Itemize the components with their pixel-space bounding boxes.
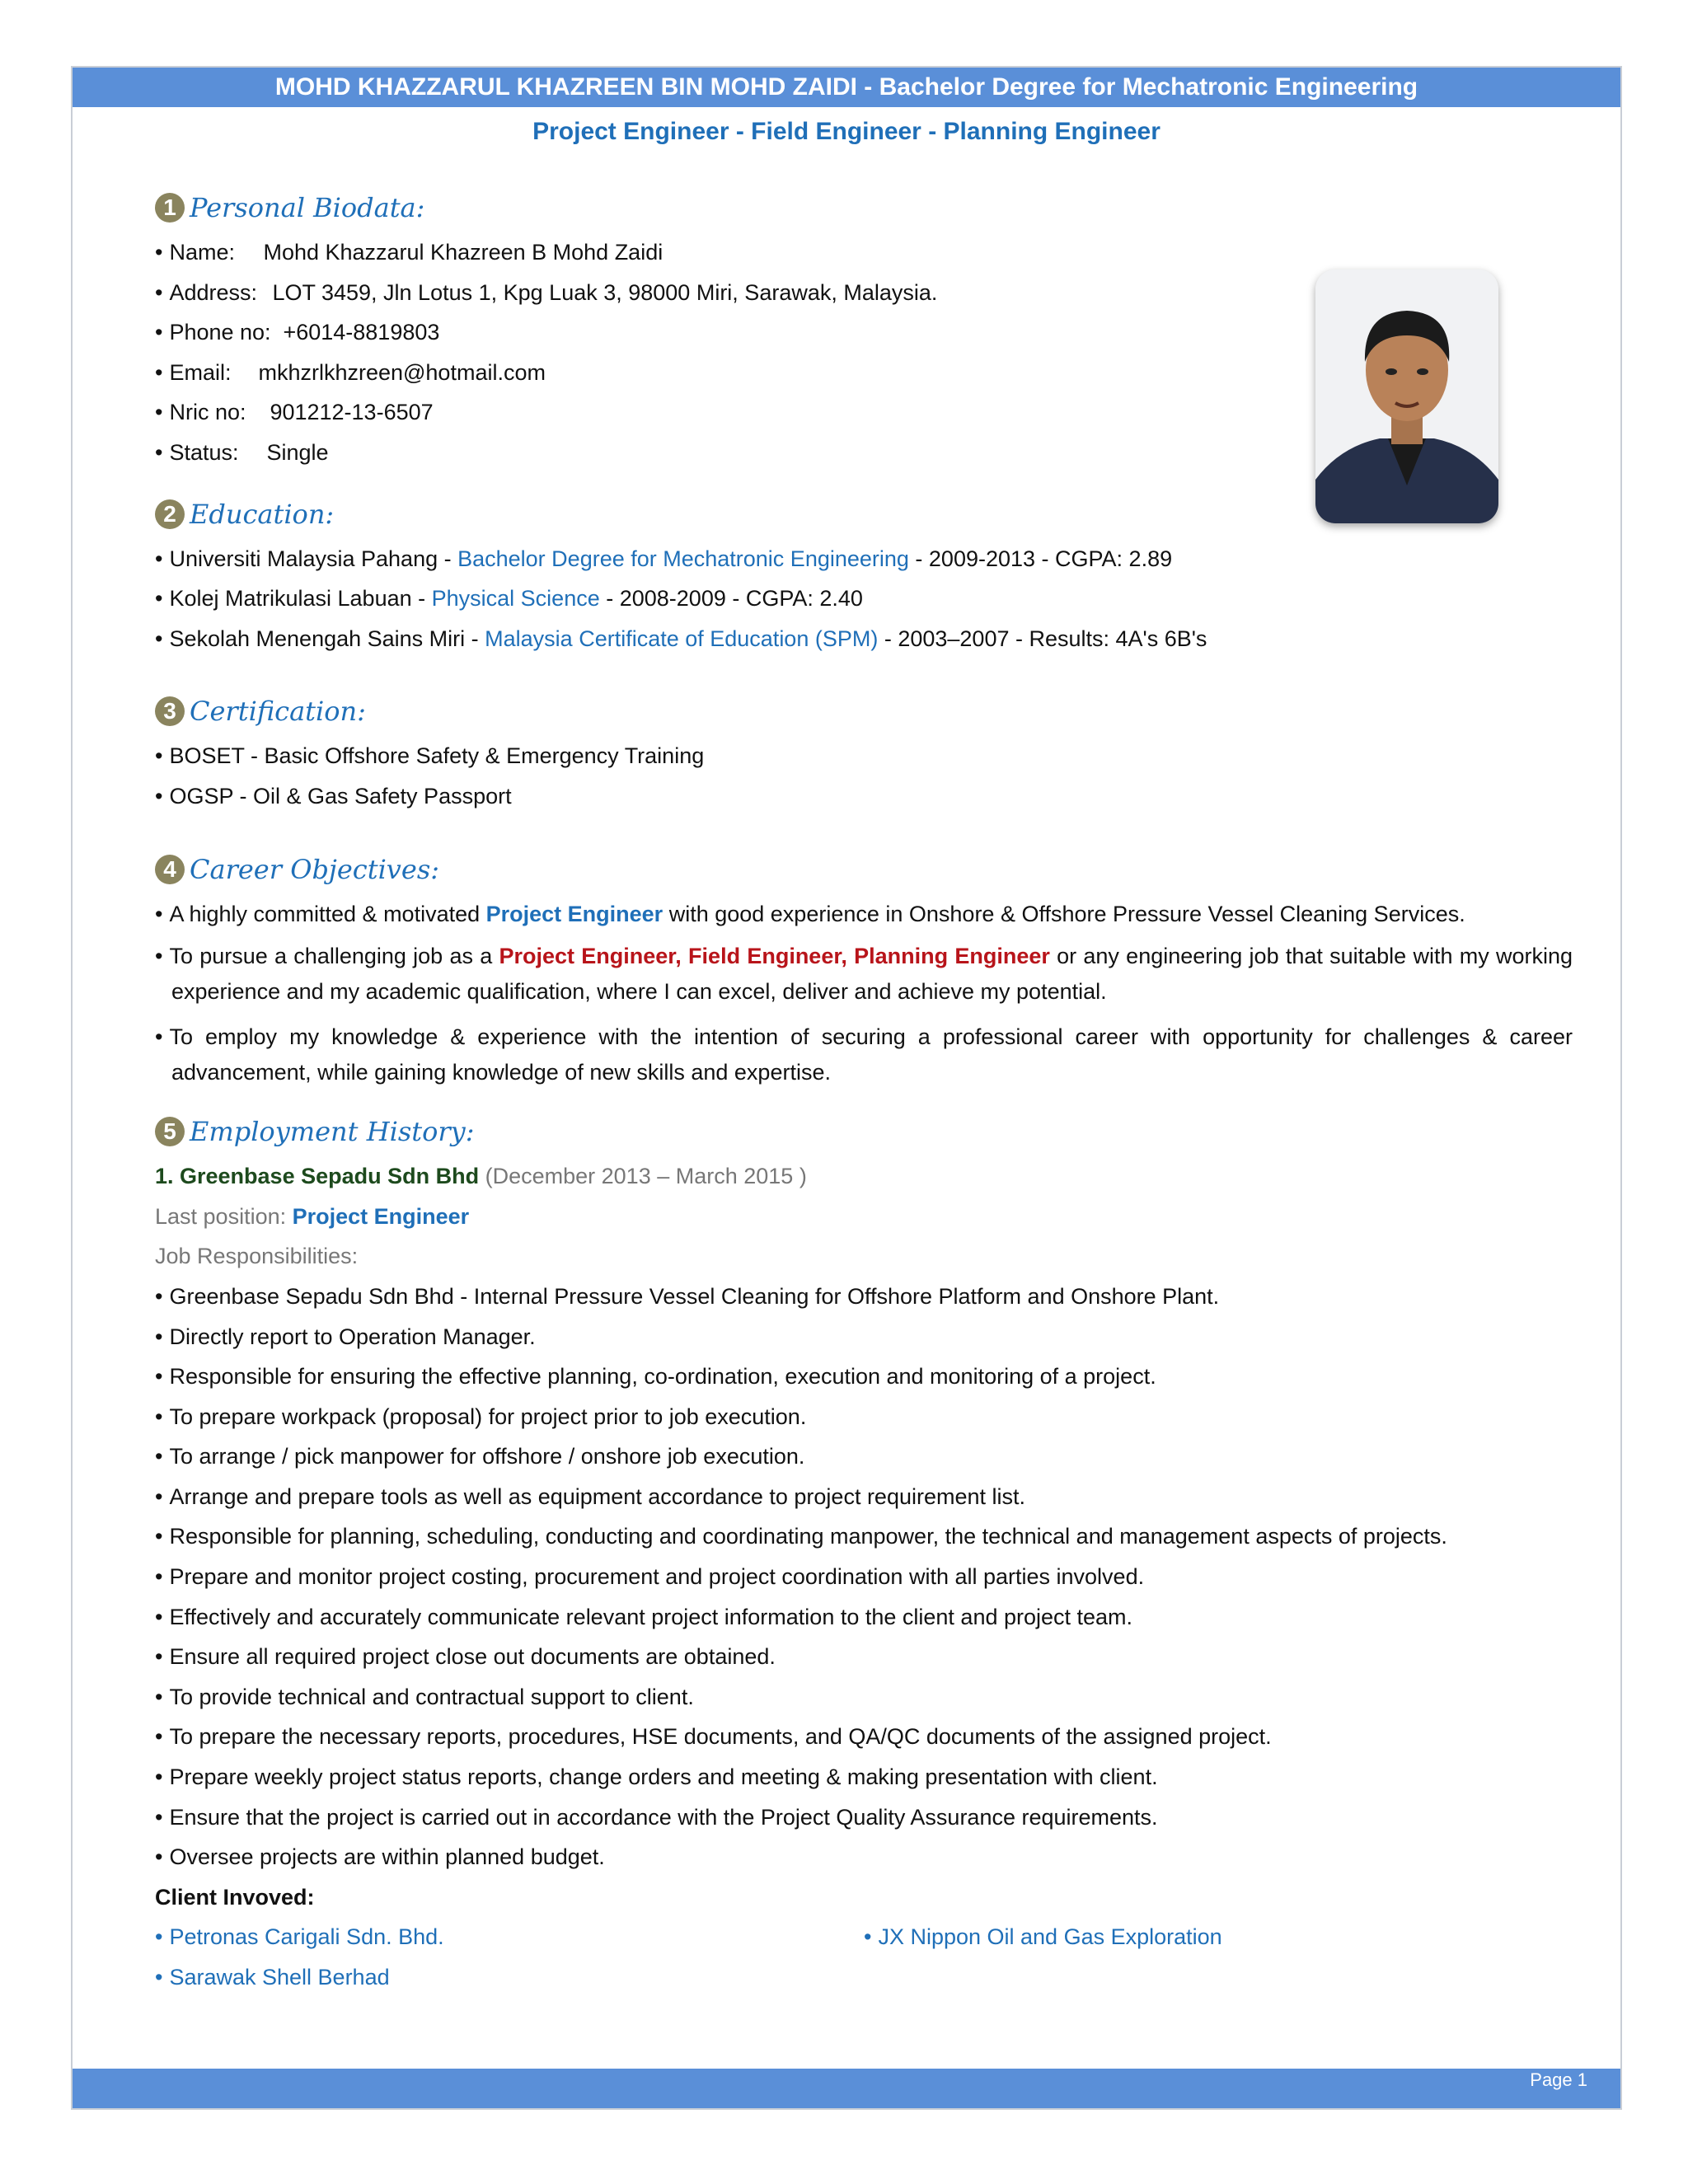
responsibility-text: To arrange / pick manpower for offshore / onshore job execution. bbox=[169, 1444, 805, 1469]
section-title: Personal Biodata: bbox=[190, 192, 425, 223]
bullet: • bbox=[155, 1604, 163, 1629]
objective-item bbox=[155, 894, 1573, 935]
education-school: Universiti Malaysia Pahang - bbox=[169, 546, 458, 571]
section-title: Education: bbox=[190, 498, 335, 530]
objective-text: To pursue a challenging job as a bbox=[169, 944, 499, 969]
responsibility-item bbox=[155, 1317, 1573, 1357]
bullet: • bbox=[155, 1404, 163, 1429]
biodata-email bbox=[155, 353, 1573, 393]
resume-content bbox=[155, 183, 1573, 1998]
responsibility-item bbox=[155, 1477, 1573, 1517]
section-number-badge: 4 bbox=[155, 855, 185, 884]
responsibility-text: Ensure all required project close out documents are obtained. bbox=[169, 1644, 776, 1670]
education-detail: - 2003–2007 - Results: 4A's 6B's bbox=[878, 626, 1207, 651]
responsibility-text: Responsible for ensuring the effective planning, co-ordination, execution and monitoring of a project. bbox=[169, 1364, 1156, 1390]
biodata-label: Nric no: bbox=[169, 400, 246, 425]
bullet: • bbox=[155, 1644, 163, 1670]
client-item bbox=[864, 1917, 1573, 1957]
section-title: Employment History: bbox=[190, 1116, 475, 1148]
objective-item bbox=[155, 1019, 1573, 1090]
section-objectives-heading bbox=[155, 845, 1573, 894]
bullet: • bbox=[155, 1364, 163, 1390]
responsibility-item bbox=[155, 1677, 1573, 1718]
bullet: • bbox=[155, 240, 163, 265]
responsibility-item bbox=[155, 1516, 1573, 1557]
biodata-label: Email: bbox=[169, 359, 232, 385]
bullet: • bbox=[864, 1924, 872, 1950]
employment-position bbox=[155, 1197, 1573, 1237]
client-name: Petronas Carigali Sdn. Bhd. bbox=[169, 1924, 444, 1950]
objective-highlight: Project Engineer, Field Engineer, Planning Engineer bbox=[499, 944, 1050, 969]
bullet: • bbox=[155, 1684, 163, 1709]
responsibility-text: Greenbase Sepadu Sdn Bhd - Internal Pressure Vessel Cleaning for Offshore Platform and Onshore Plant. bbox=[169, 1283, 1220, 1309]
certification-text: OGSP - Oil & Gas Safety Passport bbox=[169, 783, 512, 808]
biodata-label: Name: bbox=[169, 240, 235, 265]
education-detail: - 2008-2009 - CGPA: 2.40 bbox=[599, 586, 863, 612]
biodata-label: Phone no: bbox=[169, 320, 271, 345]
bullet: • bbox=[155, 1724, 163, 1750]
bullet: • bbox=[155, 1283, 163, 1309]
responsibility-text: To prepare workpack (proposal) for project prior to job execution. bbox=[169, 1404, 807, 1429]
resume-page bbox=[71, 66, 1622, 2110]
clients-row bbox=[155, 1917, 1573, 1957]
responsibilities-label: Job Responsibilities: bbox=[155, 1244, 359, 1269]
biodata-status bbox=[155, 433, 1573, 473]
client-item bbox=[155, 1957, 1573, 1998]
section-biodata-heading bbox=[155, 183, 1573, 232]
section-education-heading bbox=[155, 490, 1573, 539]
responsibility-text: Effectively and accurately communicate relevant project information to the client and project team. bbox=[169, 1604, 1133, 1629]
biodata-value: LOT 3459, Jln Lotus 1, Kpg Luak 3, 98000 Miri, Sarawak, Malaysia. bbox=[272, 279, 938, 305]
bullet: • bbox=[155, 1324, 163, 1349]
education-course: Physical Science bbox=[431, 586, 600, 612]
bullet: • bbox=[155, 901, 163, 926]
page-number: Page 1 bbox=[1530, 2069, 1587, 2090]
responsibilities-list bbox=[155, 1277, 1573, 1877]
responsibility-text: Directly report to Operation Manager. bbox=[169, 1324, 536, 1349]
bullet: • bbox=[155, 1924, 163, 1950]
objective-text: To employ my knowledge & experience with the intention of securing a professional career with opportunity for challenges & career advancement, while gaining knowledge of new skills and expertise. bbox=[169, 1024, 1573, 1085]
responsibility-item bbox=[155, 1597, 1573, 1638]
section-employment-heading bbox=[155, 1107, 1573, 1156]
bullet: • bbox=[155, 1024, 163, 1050]
bullet: • bbox=[155, 586, 163, 612]
responsibility-item bbox=[155, 1757, 1573, 1797]
responsibility-text: Responsible for planning, scheduling, conducting and coordinating manpower, the technical and management aspects of projects. bbox=[169, 1524, 1447, 1549]
employment-period: (December 2013 – March 2015 ) bbox=[479, 1164, 807, 1189]
client-name: Sarawak Shell Berhad bbox=[169, 1965, 390, 1990]
bullet: • bbox=[155, 1564, 163, 1590]
responsibility-item bbox=[155, 1397, 1573, 1437]
bullet: • bbox=[155, 1844, 163, 1870]
responsibility-text: To prepare the necessary reports, procedures, HSE documents, and QA/QC documents of the assigned project. bbox=[169, 1724, 1272, 1750]
bullet: • bbox=[155, 743, 163, 769]
clients-label: Client Invoved: bbox=[155, 1884, 315, 1910]
responsibility-text: Prepare weekly project status reports, change orders and meeting & making presentation with client. bbox=[169, 1765, 1158, 1790]
biodata-address bbox=[155, 273, 1573, 313]
biodata-value: 901212-13-6507 bbox=[270, 400, 434, 425]
bullet: • bbox=[155, 783, 163, 808]
responsibility-item bbox=[155, 1637, 1573, 1677]
certification-item bbox=[155, 736, 1573, 776]
certification-text: BOSET - Basic Offshore Safety & Emergency Training bbox=[169, 743, 705, 769]
bullet: • bbox=[155, 1444, 163, 1469]
biodata-value: +6014-8819803 bbox=[283, 320, 440, 345]
biodata-phone bbox=[155, 312, 1573, 353]
responsibility-text: Arrange and prepare tools as well as equipment accordance to project requirement list. bbox=[169, 1483, 1026, 1509]
education-school: Kolej Matrikulasi Labuan - bbox=[169, 586, 432, 612]
section-certification-heading bbox=[155, 687, 1573, 736]
employment-company bbox=[155, 1156, 1573, 1197]
responsibility-item bbox=[155, 1717, 1573, 1757]
objective-text: with good experience in Onshore & Offshore Pressure Vessel Cleaning Services. bbox=[663, 901, 1465, 926]
client-name: JX Nippon Oil and Gas Exploration bbox=[878, 1924, 1222, 1950]
responsibility-item bbox=[155, 1797, 1573, 1838]
bullet: • bbox=[155, 320, 163, 345]
objective-text: or any engineering job that suitable with my working experience and my academic qualification, where I can excel, deliver and achieve my potential. bbox=[171, 944, 1573, 1005]
objective-item bbox=[155, 939, 1573, 1010]
section-number-badge: 3 bbox=[155, 696, 185, 726]
section-number-badge: 1 bbox=[155, 193, 185, 223]
responsibility-item bbox=[155, 1277, 1573, 1317]
bullet: • bbox=[155, 400, 163, 425]
responsibility-item bbox=[155, 1357, 1573, 1397]
responsibility-item bbox=[155, 1557, 1573, 1597]
education-school: Sekolah Menengah Sains Miri - bbox=[169, 626, 485, 651]
responsibility-item bbox=[155, 1837, 1573, 1877]
biodata-name bbox=[155, 232, 1573, 273]
header-subtitle: Project Engineer - Field Engineer - Planning Engineer bbox=[532, 118, 1160, 145]
education-item bbox=[155, 619, 1573, 659]
education-course: Malaysia Certificate of Education (SPM) bbox=[485, 626, 879, 651]
biodata-value: Mohd Khazzarul Khazreen B Mohd Zaidi bbox=[263, 240, 663, 265]
biodata-label: Address: bbox=[169, 279, 258, 305]
education-item bbox=[155, 539, 1573, 579]
certification-item bbox=[155, 776, 1573, 817]
bullet: • bbox=[155, 1804, 163, 1830]
objective-highlight: Project Engineer bbox=[485, 901, 663, 926]
position-label: Last position: bbox=[155, 1203, 293, 1229]
objective-text: A highly committed & motivated bbox=[169, 901, 486, 926]
bullet: • bbox=[155, 1965, 163, 1990]
responsibility-text: Prepare and monitor project costing, procurement and project coordination with all parties involved. bbox=[169, 1564, 1145, 1590]
bullet: • bbox=[155, 1765, 163, 1790]
header-title: MOHD KHAZZARUL KHAZREEN BIN MOHD ZAIDI - Bachelor Degree for Mechatronic Engineering bbox=[73, 68, 1620, 107]
bullet: • bbox=[155, 439, 163, 465]
biodata-label: Status: bbox=[169, 439, 239, 465]
client-item bbox=[155, 1917, 864, 1957]
position-value: Project Engineer bbox=[292, 1203, 470, 1229]
bullet: • bbox=[155, 626, 163, 651]
education-detail: - 2009-2013 - CGPA: 2.89 bbox=[908, 546, 1173, 571]
responsibility-text: Ensure that the project is carried out in accordance with the Project Quality Assurance requirements. bbox=[169, 1804, 1158, 1830]
bullet: • bbox=[155, 279, 163, 305]
section-title: Career Objectives: bbox=[190, 853, 440, 885]
bullet: • bbox=[155, 1524, 163, 1549]
education-item bbox=[155, 579, 1573, 619]
footer-bar bbox=[73, 2069, 1620, 2108]
responsibility-text: Oversee projects are within planned budget. bbox=[169, 1844, 605, 1870]
biodata-nric bbox=[155, 392, 1573, 433]
section-number-badge: 2 bbox=[155, 499, 185, 529]
company-name: 1. Greenbase Sepadu Sdn Bhd bbox=[155, 1164, 480, 1189]
bullet: • bbox=[155, 546, 163, 571]
bullet: • bbox=[155, 1483, 163, 1509]
bullet: • bbox=[155, 359, 163, 385]
section-title: Certification: bbox=[190, 696, 366, 728]
responsibility-text: To provide technical and contractual support to client. bbox=[169, 1684, 694, 1709]
biodata-value: Single bbox=[266, 439, 329, 465]
biodata-value: mkhzrlkhzreen@hotmail.com bbox=[258, 359, 546, 385]
education-course: Bachelor Degree for Mechatronic Engineering bbox=[457, 546, 909, 571]
responsibility-item bbox=[155, 1436, 1573, 1477]
section-number-badge: 5 bbox=[155, 1117, 185, 1146]
bullet: • bbox=[155, 944, 163, 969]
